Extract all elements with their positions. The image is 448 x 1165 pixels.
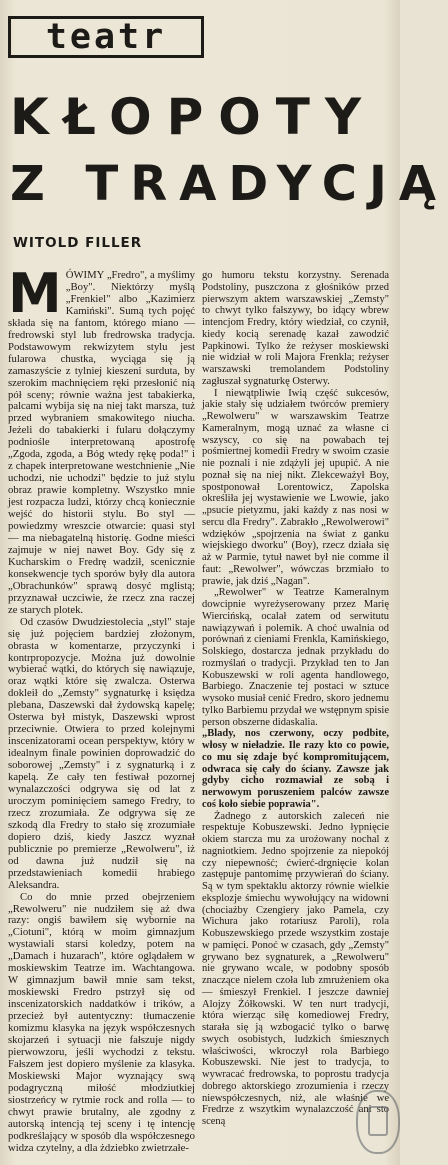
paragraph: I niewątpliwie Iwią część sukcesów, jakie stały się udziałem twórców premiery „Rewolweru" w warszawskim Teatrze Kameralnym, mogą uznać za własne ci wszyscy, co się na powabach tej pośmiertnej komedii Fredry w swoim czasie nie poznali i nie zdążyli jej upupić. A nie poznał się na niej nikt. Zlekceważył Boy, spostponował Lorentowicz, Zapolska określiła jej wystawienie we Lwowie, jako „psucie pietyzmu, jaki każdy z nas nosi w sercu dla Fredry". Zabrakło „Rewolwerowi" wdzięków „spojrzenia na świat z ganku wiejskiego dworku" (Boy), rzecz działa się aż w Parmie, tytuł nawet był nie comme il faut: „Rewolwer", wówczas brzmiało to prawie, jak dziś „Nagan". <box>202 387 389 587</box>
headline-line-2: Z TRADYCJĄ <box>10 156 448 212</box>
paragraph: „Rewolwer" w Teatrze Kameralnym dowcipnie wyreżyserowany przez Marię Wiercińską, ocalał zatem od serwitutu nawiązywań i polemik. A choć uwalnia od porównań z cieniami Frenkla, Kamińskiego, Solskiego, dostarcza jednak przykładu do rozmyślań o tradycji. Przykład ten to Jan Kobuszewski w roli agenta handlowego, Barbiego. Znaczenie tej postaci w sztuce wysoko musiał cenić Fredro, skoro jednemu tylko Barbiemu przydał we wstępnym spisie person obszerne didaskalia. <box>202 587 389 728</box>
paragraph: go humoru tekstu korzystny. Serenada Podstoliny, puszczona z głośników przed pierwszym aktem warszawskiej „Zemsty" to chwyt tylko fałszywy, bo idący wbrew intencjom Fredry, który wiedział, co czynił, kiedy kocią serenadę kazał zawodzić Papkinowi. Tylko że reżyser moskiewski nie widział w roli Majora Frenkla; reżyser warszawski tremolandem Podstoliny zagłuszał sygnaturkę Osterwy. <box>202 270 389 387</box>
paragraph: Co do mnie przed obejrzeniem „Rewolweru" nie nudziłem się aż dwa razy: ongiś bawiłem się wybornie na „Ciotuni", którą w moim gimnazjum wystawiali starsi koledzy, potem na „Damach i huzarach", które oglądałem w moskiewskim Teatrze im. Wachtangowa. W gimnazjum bawił mnie sam tekst, moskiewski Fredro pstrzył się od inscenizatorskich naddatków i trików, a przecież był autentyczny: tłumaczenie komizmu klasyka na język współczesnych skojarzeń i sytuacji nie fałszuje nigdy pierwowzoru, jeśli wychodzi z tekstu. Fałszem jest dopiero myślenie za klasyka. Moskiewski Major wyznający swą podagryczną miłość młodziutkiej siostrzeńcy w rytmie rock and rolla — to chwyt prawie brutalny, ale zgodny z autorską intencją tej sceny i tę intencję podkreślający w sposób dla współczesnego widza czytelny, a dla żdziebko zwietrzałe- <box>8 890 195 1154</box>
drop-cap: M <box>8 262 62 325</box>
paragraph: Żadnego z autorskich zaleceń nie respektuje Kobuszewski. Jedno łypnięcie okiem starcza mu za uroźowany nochal z nagniotkiem. Jedno spojrzenie za niepokój czy niepewność; ćwierć-drgnięcie kolan zastępuje pantomimę przywierań do ściany. Są w tym spektaklu aktorzy równie wielkie eksplozje śmiechu wywołujący na widowni (chociażby Czengiery jako Pamela, czy Wichura jako rotariusz Paroli), rola Kobuszewskiego przede wszystkim zostaje w pamięci. Ponoć w czasach, gdy „Zemsty" grywano bez sygnaturek, a „Rewolweru" nie grywano wcale, w podobny sposób znaczące nielem czoła lub zmrużeniem oka — śmieszył Frenkiel. I jeszcze dawniej Alojzy Żółkowski. W ten nurt tradycji, która wierząc siłę komediowej Fredry, starała się ją wzbogacić tylko o barwę swych osobistych, ludzkich śmiesznych właściwości, wkroczył rola Barbiego Kobuszewski. Nie jest to tradycja, to wywracać fredrowska, to poprostu tradycja dobrego aktorskiego zrozumienia i rzeczy niewspółczesnych, niż, ale właśnie we Fredrze z wszytkim wynalazczość ani sto sceną <box>202 810 389 1127</box>
author-byline: WITOLD FILLER <box>13 235 143 251</box>
paragraph-text: ÓWIMY „Fredro", a myślimy „Boy". Niektórzy myślą „Frenkiel" albo „Kazimierz Kamiński". Sumą tych pojęć składa się na fantom, którego miano — fredrowski styl lub fredrowska tradycja. Podstawowym rekwizytem stylu jest fularowa chustka, wyciąga się ją zamaszyście z tylniej kieszeni surduta, by szerokim machnięciem ręki przesłonić nią pół sceny; równie ważna jest tabakierka, palcami wybija się na niej takt marsza, tuż przed wybraniem smakowitego niucha. Jeżeli do tabakierki i fularu dołączymy podniośle interpretowaną apostrofę „Zgoda, zgoda, a Bóg wtedy rękę poda!" i z chapek interpretowane westchnienie „Nie uchodzi, nie uchodzi" będzie to już stylu obraz prawie kompletny. Wszystko mnie jest rozpacza ludzi, którzy chcą koniecznie wejść do historii stylu. Bo styl — powiedzmy wreszcie otwarcie: quasi styl — ma niebagatelną historię. Godne mieści zajmuje w niej nawet Boy. Gdy się z Kucharskim o Fredrę wadził, scenicznie konsekwencje tych sporów były dla autora „Obrachunków" sprawą dosyć mglistą; przyznawał uczciwie, że rzecz zna raczej ze starych plotek. <box>8 269 195 616</box>
paragraph: Od czasów Dwudziestolecia „styl" staje się już pojęciem bardziej złożonym, obrasta w komentarze, przyczynki i kontrpropozycje. Można już dowolnie wybierać wątki, do których się nawiązuje, oraz wątki które się zwalcza. Osterwa dokleił do „Zemsty" sygnaturkę i księdza plebana, Daszewski dał żydowską kapelę; Osterwa był mistyk, Daszewski wprost przeciwnie. Otwiera to przed kolejnymi inscenizatorami ocean perspektyw, który w idealnym finale powinien doprowadzić do soborowej „Zemsty" i z sygnaturką i z kapelą. Ze cały ten festiwał pozornej wynalazczości odgrywa się od lat z uroczym pominięciem samego Fredry, to rzecz zrozumiała. Ze odgrywa się ze szkodą dla Fredry to stało się zrozumiałe dopiero dziś, kiedy Jaszcz wyznał publicznie po premierze „Rewolweru", iż od dawna już nudził się na przedstawieniach komedii hrabiego Aleksandra. <box>8 615 195 891</box>
quoted-didascalia: „Blady, nos czerwony, oczy podbite, włosy w nieładzie. Ile razy kto co powie, co mu się zdaje być kompromitującem, odwraca się cały do ściany. Zawsze jak gdyby cicho rozmawiał ze sobą i nerwowym poruszeniem palców zawsze coś koło siebie poprawia". <box>202 728 389 810</box>
library-stamp-icon <box>356 1090 400 1154</box>
paragraph <box>8 262 195 617</box>
section-label: teatr <box>45 16 167 57</box>
article-column-2 <box>202 270 389 1128</box>
headline-line-1: KŁOPOTY <box>10 88 377 146</box>
section-header <box>8 16 204 58</box>
article-column-1 <box>8 262 195 1155</box>
